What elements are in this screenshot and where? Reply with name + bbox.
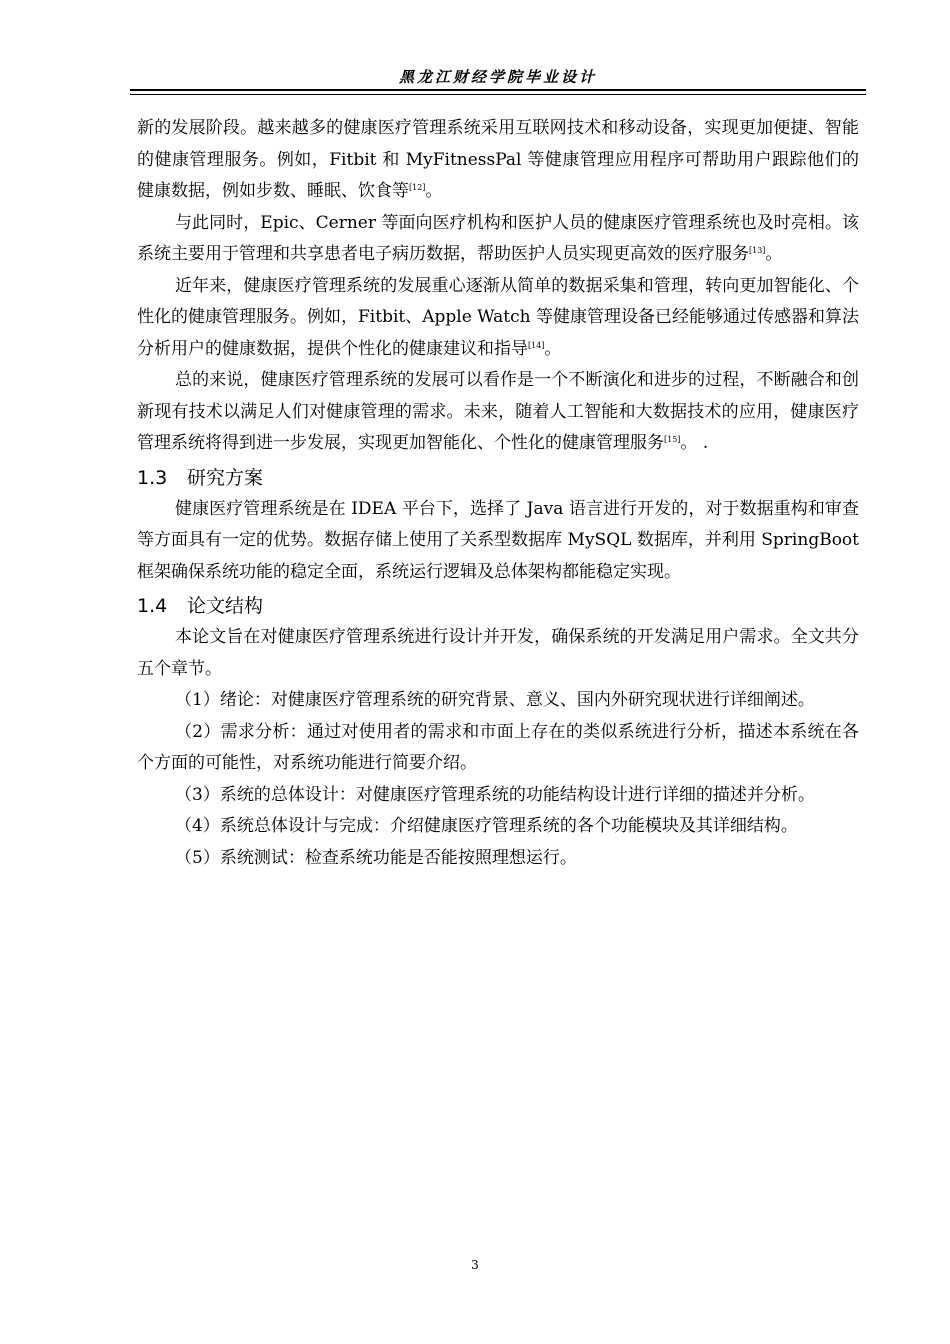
chapter-list-item: （5）系统测试：检查系统功能是否能按照理想运行。	[175, 847, 577, 868]
header-rule-thin	[130, 94, 866, 95]
paragraph-text: 近年来，健康医疗管理系统的发展重心逐渐从简单的数据采集和管理，转向更加智能化、个性化的健康管理服务。例如，Fitbit、Apple Watch 等健康管理设备已经能够通过传感器和算法分析用户的健康数据，提供个性化的健康建议和指导	[137, 275, 859, 359]
paragraph-tail: 。	[765, 244, 783, 264]
paragraph-4	[137, 365, 859, 460]
chapter-list-item: （2）需求分析：通过对使用者的需求和市面上存在的类似系统进行分析，描述本系统在各个方面的可能性，对系统功能进行简要介绍。	[137, 721, 859, 773]
section-heading-1-4	[137, 591, 859, 621]
paragraph-2	[137, 208, 859, 271]
paragraph-tail: 。	[544, 338, 562, 359]
section-title: 研究方案	[187, 466, 264, 489]
chapter-list-item: （4）系统总体设计与完成：介绍健康医疗管理系统的各个功能模块及其详细结构。	[175, 816, 798, 836]
section-heading-1-3	[137, 463, 859, 493]
paragraph-text: 新的发展阶段。越来越多的健康医疗管理系统采用互联网技术和移动设备，实现更加便捷、智能的健康管理服务。例如，Fitbit 和 MyFitnessPal 等健康管理应用程序可帮助用户跟踪他们的健康数据，例如步数、睡眠、饮食等	[137, 118, 859, 201]
citation-ref: [14]	[528, 340, 545, 350]
header-rule-thick	[130, 89, 866, 91]
citation-ref: [12]	[409, 183, 426, 192]
chapter-list-item: （1）绪论：对健康医疗管理系统的研究背景、意义、国内外研究现状进行详细阐述。	[175, 690, 815, 710]
page-header-title: 黑龙江财经学院毕业设计	[398, 68, 597, 86]
page-body	[137, 113, 859, 874]
section-number: 1.3	[137, 466, 168, 489]
paragraph-3	[137, 271, 859, 366]
section-1-4-intro: 本论文旨在对健康医疗管理系统进行设计并开发，确保系统的开发满足用户需求。全文共分五个章节。	[137, 627, 859, 679]
paragraph-text: 总的来说，健康医疗管理系统的发展可以看作是一个不断演化和进步的过程，不断融合和创新现有技术以满足人们对健康管理的需求。未来，随着人工智能和大数据技术的应用，健康医疗管理系统将得到进一步发展，实现更加智能化、个性化的健康管理服务	[137, 370, 859, 453]
citation-ref: [13]	[749, 246, 766, 255]
section-title: 论文结构	[187, 595, 264, 617]
page-number: 3	[471, 1258, 479, 1272]
paragraph-tail: 。 .	[680, 433, 709, 453]
citation-ref: [15]	[664, 435, 681, 444]
paragraph-1	[137, 113, 859, 208]
section-number: 1.4	[137, 595, 168, 617]
section-1-3-body: 健康医疗管理系统是在 IDEA 平台下，选择了 Java 语言进行开发的，对于数据重构和审查等方面具有一定的优势。数据存储上使用了关系型数据库 MySQL 数据库，并利用 SpringBoot 框架确保系统功能的稳定全面，系统运行逻辑及总体架构都能稳定实现。	[137, 498, 859, 582]
paragraph-tail: 。	[425, 181, 443, 201]
paragraph-text: 与此同时，Epic、Cerner 等面向医疗机构和医护人员的健康医疗管理系统也及时亮相。该系统主要用于管理和共享患者电子病历数据，帮助医护人员实现更高效的医疗服务	[137, 212, 859, 264]
chapter-list-item: （3）系统的总体设计：对健康医疗管理系统的功能结构设计进行详细的描述并分析。	[175, 784, 815, 805]
